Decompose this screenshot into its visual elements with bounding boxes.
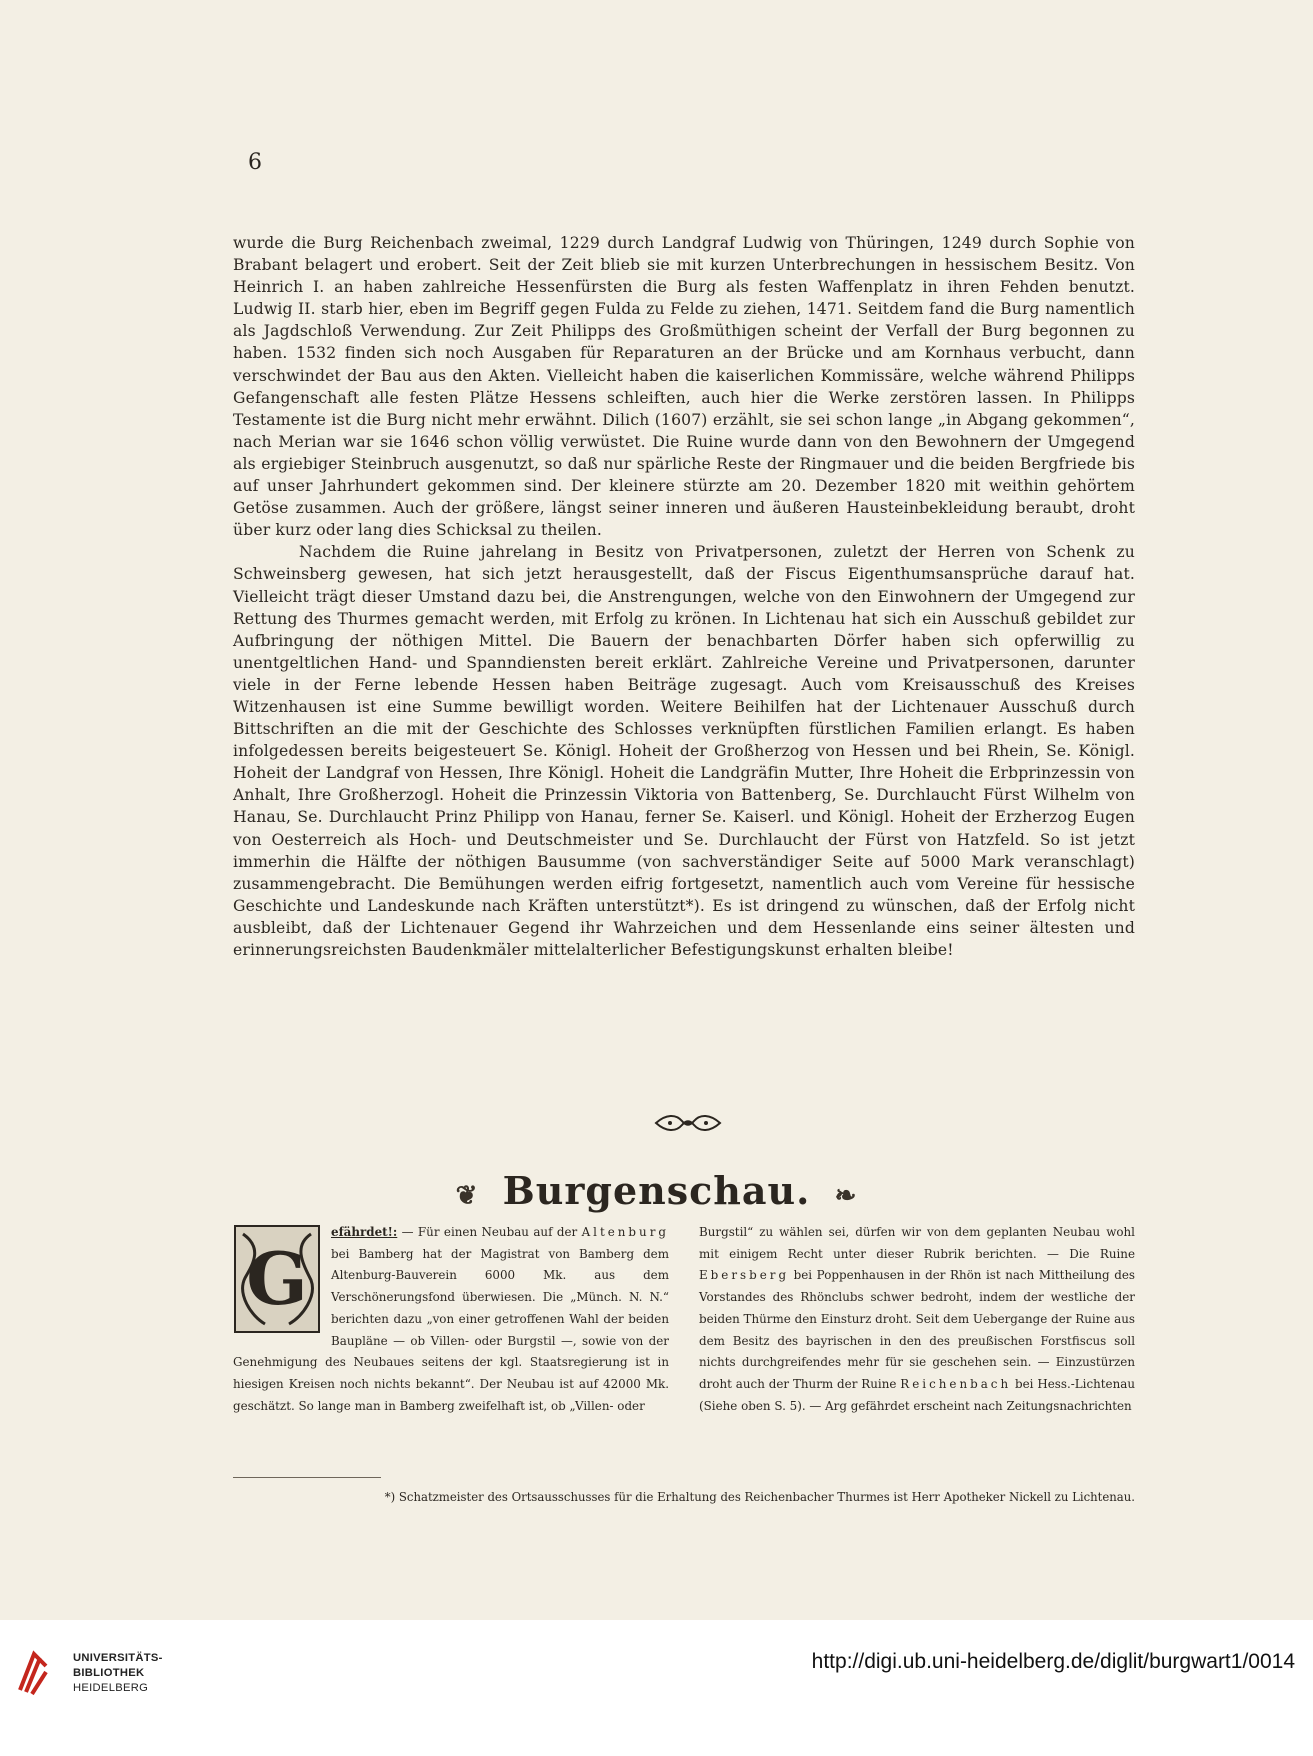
library-logo-icon [14,1648,52,1696]
section-heading [0,1168,1313,1213]
svg-text:G: G [246,1236,308,1321]
article-body [233,232,1135,961]
place-ebersberg: Ebersberg [699,1268,790,1283]
section-title: Burgenschau. [502,1168,811,1213]
ornament-divider-icon [652,1112,724,1134]
footnote-divider [233,1477,381,1478]
library-name: UNIVERSITÄTS- BIBLIOTHEK HEIDELBERG [73,1652,163,1694]
left-column [233,1222,669,1417]
permalink-url[interactable]: http://digi.ub.uni-heidelberg.de/diglit/burgwart1/0014 [811,1650,1295,1673]
lead-word: efährdet!: [331,1225,398,1239]
place-reichenbach: Reichenbach [900,1376,1012,1391]
place-altenburg: Altenburg [581,1225,669,1239]
article-paragraph-1: wurde die Burg Reichenbach zweimal, 1229 durch Landgraf Ludwig von Thüringen, 1249 durch Sophie von Brabant belagert und erobert. Seit der Zeit blieb sie mit kurzen Unterbrechungen in hessischem Besitz. Von Heinrich I. an haben zahlreiche Hessenfürsten die Burg als festen Waffenplatz in ihren Fehden benutzt. Ludwig II. starb hier, eben im Begriff gegen Fulda zu Felde zu ziehen, 1471. Seitdem fand die Burg namentlich als Jagdschloß Verwendung. Zur Zeit Philipps des Großmüthigen scheint der Verfall der Burg begonnen zu haben. 1532 finden sich noch Ausgaben für Reparaturen an der Brücke und am Kornhaus verbucht, dann verschwindet der Bau aus den Akten. Vielleicht haben die kaiserlichen Kommissäre, welche während Philipps Gefangenschaft alle festen Plätze Hessens schleiften, auch hier die Werke zerstören lassen. In Philipps Testamente ist die Burg nicht mehr erwähnt. Dilich (1607) erzählt, sie sei schon lange „in Abgang gekommen“, nach Merian war sie 1646 schon völlig verwüstet. Die Ruine wurde dann von den Bewohnern der Umgegend als ergiebiger Steinbruch ausgenutzt, so daß nur spärliche Reste der Ringmauer und die beiden Bergfriede bis auf unser Jahrhundert gekommen sind. Der kleinere stürzte am 20. Dezember 1820 mit weithin gehörtem Getöse zusammen. Auch der größere, längst seiner inneren und äußeren Hausteinbekleidung beraubt, droht über kurz oder lang dies Schicksal zu theilen. [233,234,1135,540]
right-column: Burgstil“ zu wählen sei, dürfen wir von dem geplanten Neubau wohl mit einigem Recht unter dieser Rubrik berichten. — Die Ruine Ebersberg bei Poppenhausen in der Rhön ist nach Mittheilung des Vorstandes des Rhönclubs schwer bedroht, indem der westliche der beiden Thürme den Einsturz droht. Seit dem Uebergange der Ruine aus dem Besitz des bayrischen in den des preußischen Forstfiscus soll nichts durchgreifendes mehr für sie geschehen sein. — Einzustürzen droht auch der Thurm der Ruine Reichenbach bei Hess.-Lichtenau (Siehe oben S. 5). — Arg gefährdet erscheint nach Zeitungsnachrichten [699,1225,1136,1413]
two-column-section [233,1222,1135,1467]
left-flourish-icon: ❦ [455,1181,479,1211]
burgenschau-left-text: efährdet!: — Für einen Neubau auf der Altenburg bei Bamberg hat der Magistrat von Bamberg dem Altenburg-Bauverein 6000 Mk. aus dem Verschönerungsfond überwiesen. Die „Münch. N. N.“ berichten dazu „von einer getroffenen Wahl der beiden Baupläne — ob Villen- oder Burgstil —, sowie von der Genehmigung des Neubaues seitens der kgl. Staatsregierung ist in hiesigen Kreisen noch nichts bekannt“. Der Neubau ist auf 42000 Mk. geschätzt. So lange man in Bamberg zweifelhaft ist, ob „Villen- oder [233,1225,669,1413]
right-flourish-icon: ❧ [834,1181,858,1211]
footnote: *) Schatzmeister des Ortsausschusses für die Erhaltung des Reichenbacher Thurmes ist Herr Apotheker Nickell zu Lichtenau. [384,1490,1135,1504]
page-number: 6 [248,150,262,175]
ornamental-initial-g-icon [233,1224,321,1334]
article-paragraph-2: Nachdem die Ruine jahrelang in Besitz von Privatpersonen, zuletzt der Herren von Schenk zu Schweinsberg gewesen, hat sich jetzt herausgestellt, daß der Fiscus Eigenthumsansprüche darauf hat. Vielleicht trägt dieser Umstand dazu bei, die Anstrengungen, welche von den Einwohnern der Umgegend zur Rettung des Thurmes gemacht werden, mit Erfolg zu krönen. In Lichtenau hat sich ein Ausschuß gebildet zur Aufbringung der nöthigen Mittel. Die Bauern der benachbarten Dörfer haben sich opferwillig zu unentgeltlichen Hand- und Spanndiensten bereit erklärt. Zahlreiche Vereine und Privatpersonen, darunter viele in der Ferne lebende Hessen haben Beiträge zugesagt. Auch vom Kreisausschuß des Kreises Witzenhausen ist eine Summe bewilligt worden. Weitere Beihilfen hat der Lichtenauer Ausschuß durch Bittschriften an die mit der Geschichte des Schlosses verknüpften fürstlichen Familien erlangt. Es haben infolgedessen bereits beigesteuert Se. Königl. Hoheit der Großherzog von Hessen und bei Rhein, Se. Königl. Hoheit der Landgraf von Hessen, Ihre Königl. Hoheit die Landgräfin Mutter, Ihre Hoheit die Erbprinzessin von Anhalt, Ihre Großherzogl. Hoheit die Prinzessin Viktoria von Battenberg, Se. Durchlaucht Fürst Wilhelm von Hanau, Se. Durchlaucht Prinz Philipp von Hanau, ferner Se. Kaiserl. und Königl. Hoheit der Erzherzog Eugen von Oesterreich als Hoch- und Deutschmeister und Se. Durchlaucht der Fürst von Hatzfeld. So ist jetzt immerhin die Hälfte der nöthigen Bausumme (von sachverständiger Seite auf 5000 Mark veranschlagt) zusammengebracht. Die Bemühungen werden eifrig fortgesetzt, namentlich auch vom Vereine für hessische Geschichte und Landeskunde nach Kräften unterstützt*). Es ist dringend zu wünschen, daß der Erfolg nicht ausbleibt, daß der Lichtenauer Gegend ihr Wahrzeichen und dem Hessenlande eins seiner ältesten und erinnerungsreichsten Baudenkmäler mittelalterlicher Befestigungskunst erhalten bleibe! [233,543,1135,959]
library-footer [0,1620,1313,1756]
